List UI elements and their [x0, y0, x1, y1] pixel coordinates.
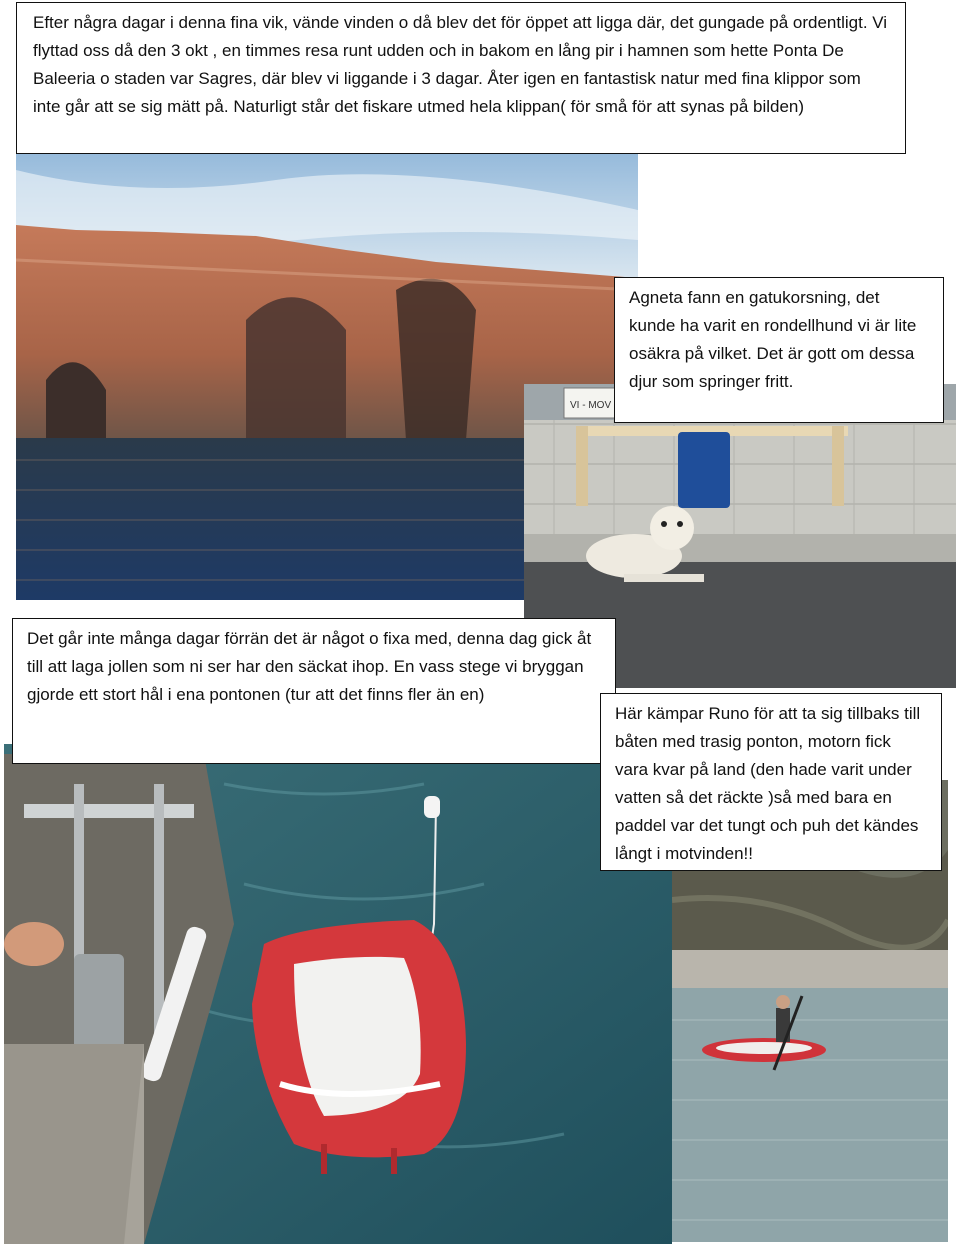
dog-caption: [614, 277, 944, 423]
rowing-caption-text: Här kämpar Runo för att ta sig tillbaks till båten med trasig ponton, motorn fick vara kvar på land (den hade varit under vatten så det räckte )så med bara en paddel var det tungt och puh det kändes långt i motvinden!!: [615, 704, 921, 863]
intro-caption: [16, 2, 906, 154]
dog-caption-text: Agneta fann en gatukorsning, det kunde ha varit en rondellhund vi är lite osäkra på vilket. Det är gott om dessa djur som springer fritt.: [629, 288, 917, 391]
dinghy-photo: [4, 744, 672, 1244]
rowing-caption: [600, 693, 942, 871]
intro-caption-text: Efter några dagar i denna fina vik, vände vinden o då blev det för öppet att ligga där, det gungade på ordentligt. Vi flyttad oss då den 3 okt , en timmes resa runt udden och in bakom en lång pir i hamnen som hette Ponta De Baleeria o staden var Sagres, där blev vi liggande i 3 dagar. Åter igen en fantastisk natur med fina klippor som inte går att se sig mätt på. Naturligt står det fiskare utmed hela klippan( för små för att synas på bilden): [33, 13, 888, 116]
repair-caption: [12, 618, 616, 764]
repair-caption-text: Det går inte många dagar förrän det är något o fixa med, denna dag gick åt till att laga jollen som ni ser har den säckat ihop. En vass stege vi bryggan gjorde ett stort hål i ena pontonen (tur att det finns fler än en): [27, 629, 592, 704]
sign-label: VI - MOV: [570, 400, 612, 411]
